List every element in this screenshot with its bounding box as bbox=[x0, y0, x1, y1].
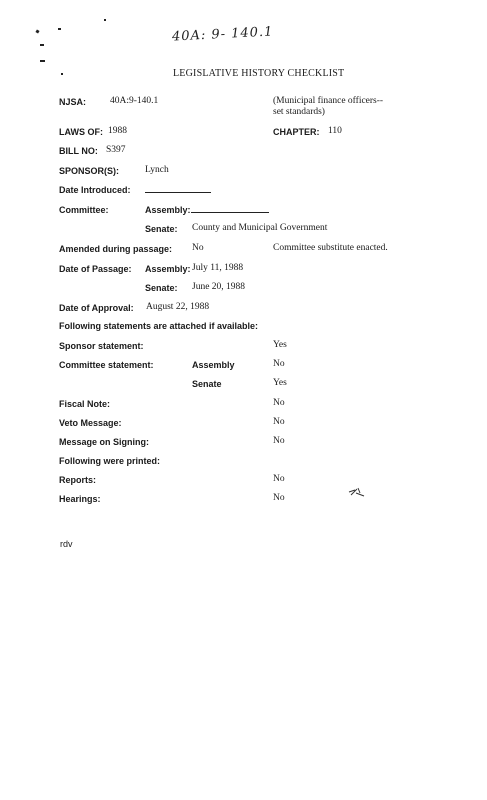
committee-assembly-blank bbox=[191, 212, 269, 213]
bill-no-value: S397 bbox=[106, 145, 126, 155]
reports-label: Reports: bbox=[59, 475, 97, 485]
scan-mark bbox=[35, 29, 39, 33]
committee-statement-assembly-value: No bbox=[273, 359, 285, 369]
date-of-approval-label: Date of Approval: bbox=[59, 303, 134, 313]
veto-message-label: Veto Message: bbox=[59, 418, 122, 428]
committee-assembly-label: Assembly: bbox=[145, 205, 191, 215]
scan-mark bbox=[61, 73, 63, 75]
njsa-value: 40A:9-140.1 bbox=[110, 96, 159, 106]
hearings-label: Hearings: bbox=[59, 494, 101, 504]
laws-of-label: LAWS OF: bbox=[59, 127, 103, 137]
chapter-label: CHAPTER: bbox=[273, 127, 320, 137]
njsa-label: NJSA: bbox=[59, 97, 87, 107]
laws-of-value: 1988 bbox=[108, 126, 127, 136]
committee-statement-assembly-label: Assembly bbox=[192, 360, 235, 370]
veto-message-value: No bbox=[273, 417, 285, 427]
date-introduced-blank bbox=[145, 192, 211, 193]
date-of-approval-value: August 22, 1988 bbox=[146, 302, 210, 312]
message-on-signing-label: Message on Signing: bbox=[59, 437, 150, 447]
bill-no-label: BILL NO: bbox=[59, 146, 98, 156]
njsa-note-line1: (Municipal finance officers-- bbox=[273, 96, 384, 106]
chapter-value: 110 bbox=[328, 126, 342, 136]
committee-senate-label: Senate: bbox=[145, 224, 178, 234]
statements-heading: Following statements are attached if available: bbox=[59, 321, 259, 331]
scan-mark bbox=[58, 28, 61, 30]
page-title: LEGISLATIVE HISTORY CHECKLIST bbox=[173, 68, 345, 79]
committee-statement-label: Committee statement: bbox=[59, 360, 154, 370]
message-on-signing-value: No bbox=[273, 436, 285, 446]
amended-note: Committee substitute enacted. bbox=[273, 243, 388, 253]
sponsors-value: Lynch bbox=[145, 165, 169, 175]
sponsors-label: SPONSOR(S): bbox=[59, 166, 120, 176]
committee-senate-value: County and Municipal Government bbox=[192, 223, 328, 233]
footer-initials: rdv bbox=[60, 539, 73, 549]
amended-label: Amended during passage: bbox=[59, 244, 173, 254]
fiscal-note-value: No bbox=[273, 398, 285, 408]
amended-value: No bbox=[192, 243, 204, 253]
passage-assembly-label: Assembly: bbox=[145, 264, 191, 274]
printed-heading: Following were printed: bbox=[59, 456, 160, 466]
passage-assembly-value: July 11, 1988 bbox=[192, 263, 244, 273]
committee-statement-senate-label: Senate bbox=[192, 379, 222, 389]
committee-label: Committee: bbox=[59, 205, 109, 215]
handwritten-reference: 40A: 9- 140.1 bbox=[171, 24, 274, 45]
njsa-note-line2: set standards) bbox=[273, 107, 325, 117]
sponsor-statement-label: Sponsor statement: bbox=[59, 341, 144, 351]
passage-senate-value: June 20, 1988 bbox=[192, 282, 246, 292]
date-introduced-label: Date Introduced: bbox=[59, 185, 131, 195]
scan-mark bbox=[104, 19, 106, 21]
fiscal-note-label: Fiscal Note: bbox=[59, 399, 111, 409]
passage-senate-label: Senate: bbox=[145, 283, 178, 293]
reports-value: No bbox=[273, 474, 285, 484]
committee-statement-senate-value: Yes bbox=[273, 378, 287, 388]
hearings-value: No bbox=[273, 493, 285, 503]
scan-mark bbox=[40, 44, 44, 46]
sponsor-statement-value: Yes bbox=[273, 340, 287, 350]
date-of-passage-label: Date of Passage: bbox=[59, 264, 132, 274]
scribble-mark bbox=[348, 484, 366, 498]
scan-mark bbox=[40, 60, 45, 62]
